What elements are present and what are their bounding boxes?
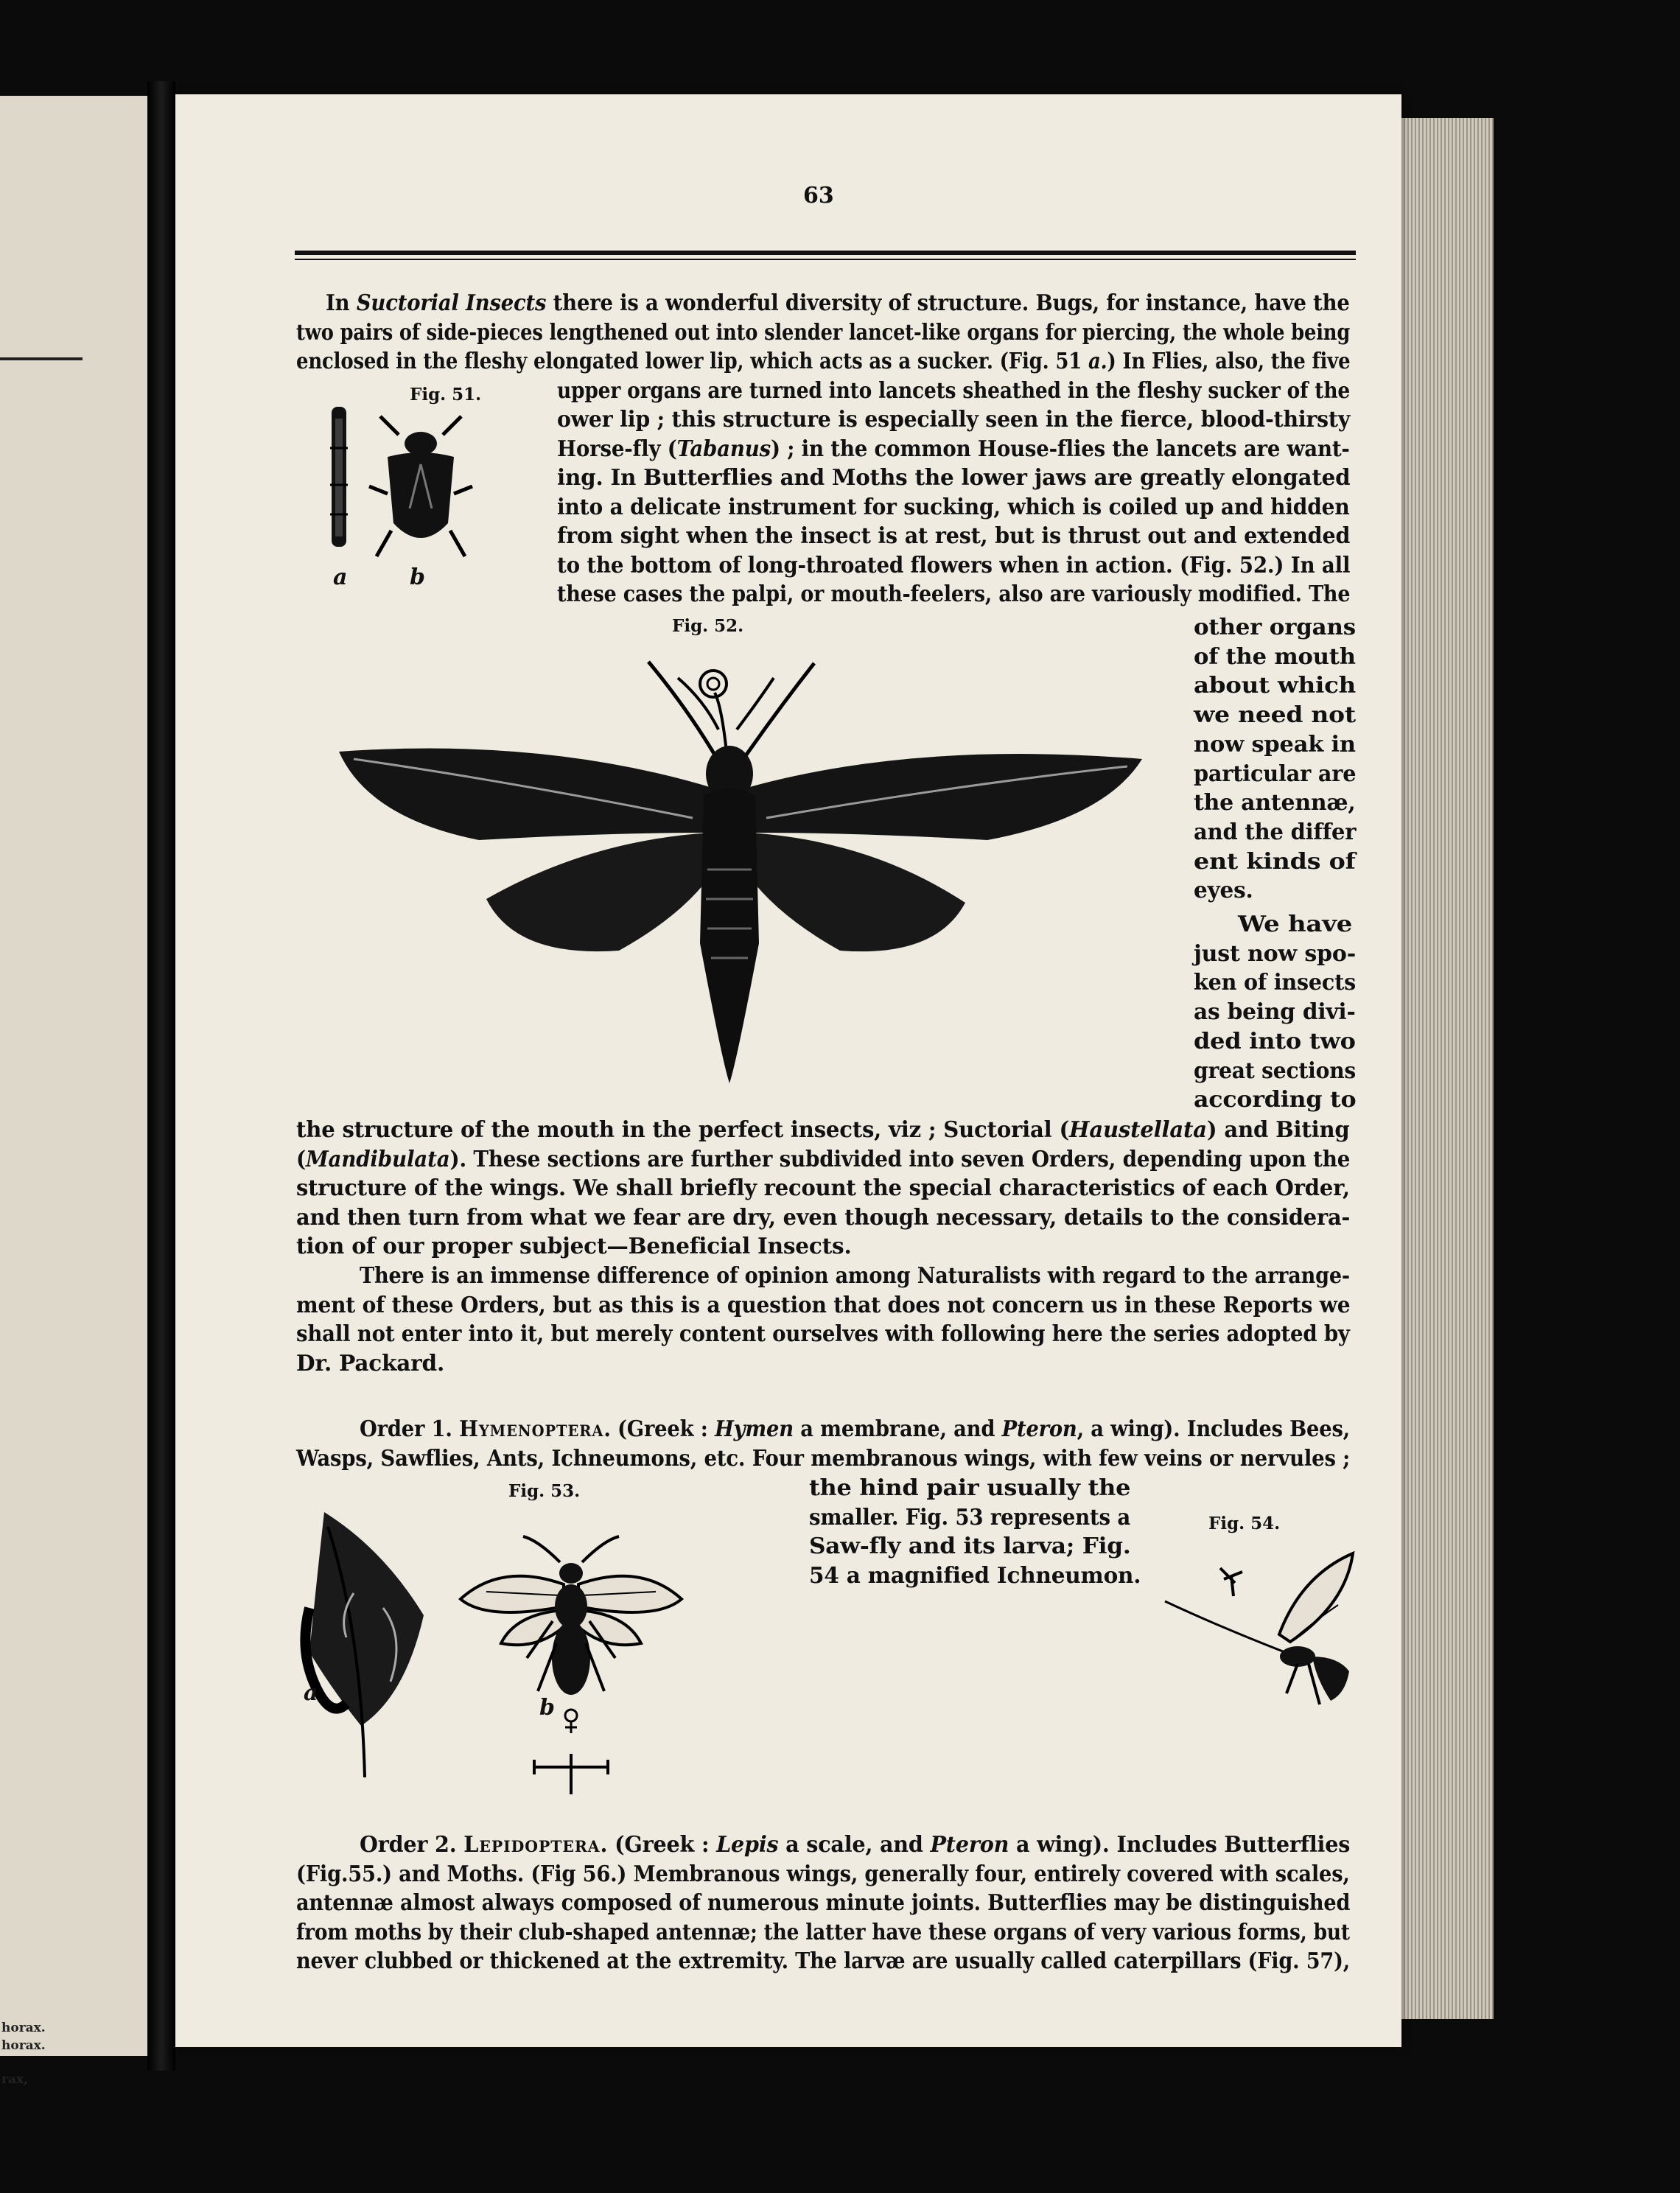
text-line: we need not (1194, 702, 1356, 728)
text-line: particular are (1194, 760, 1357, 786)
text-line: into a delicate instrument for sucking, which is coiled up and hidden (557, 493, 1350, 520)
fig51-label-b: b (410, 564, 425, 590)
text-line: (Mandibulata). These sections are further subdivided into seven Orders, depending upon the (296, 1145, 1351, 1172)
text-line: and then turn from what we fear are dry, even though necessary, details to the considera- (296, 1203, 1351, 1230)
text-line: the antennæ, (1194, 789, 1356, 816)
text-line: Order 1. Hymenoptera. (Greek : Hymen a membrane, and Pteron, a wing). Includes Bees, (360, 1416, 1351, 1441)
text-line: and the differ (1194, 818, 1357, 844)
text-line: Horse-fly (Tabanus) ; in the common House-flies the lancets are want- (557, 435, 1350, 461)
text-line: (Fig.55.) and Moths. (Fig 56.) Membranous wings, generally four, entirely covered with scales, (296, 1860, 1350, 1886)
text-line: as being divi- (1194, 998, 1356, 1025)
fig54-ichneumon-illustration (1161, 1546, 1360, 1723)
header-rule-thin (295, 259, 1356, 260)
text-line: Wasps, Sawflies, Ants, Ichneumons, etc. Four membranous wings, with few veins or nervules ; (296, 1444, 1351, 1471)
fig52-moth-illustration (324, 648, 1142, 1091)
fig54-caption: Fig. 54. (1208, 1514, 1281, 1533)
left-page-fragment: rax, (1, 2072, 29, 2087)
text-line: from moths by their club-shaped antennæ; the latter have these organs of very various forms, but (296, 1918, 1350, 1945)
fig53-larva-leaf-illustration (295, 1505, 427, 1785)
text-line: just now spo- (1194, 940, 1356, 966)
book-spine (147, 81, 175, 2071)
text-line: now speak in (1194, 730, 1356, 757)
text-line: smaller. Fig. 53 represents a (809, 1503, 1131, 1530)
fig53-caption: Fig. 53. (508, 1481, 581, 1501)
text-line: There is an immense difference of opinion among Naturalists with regard to the arrange- (360, 1262, 1350, 1288)
text-line: 54 a magnified Ichneumon. (809, 1561, 1141, 1588)
text-line: great sections (1194, 1057, 1357, 1083)
text-line: upper organs are turned into lancets sheathed in the fleshy sucker of the (557, 377, 1351, 403)
fig53-sawfly-illustration (457, 1533, 685, 1798)
left-page-fragment: horax. (1, 2021, 46, 2035)
text-line: ing. In Butterflies and Moths the lower jaws are greatly elongated (557, 464, 1351, 490)
text-line: other organs (1194, 614, 1356, 640)
text-line: Order 2. Lepidoptera. (Greek : Lepis a scale, and Pteron a wing). Includes Butterflies (360, 1831, 1351, 1857)
fig53-label-a: a (304, 1680, 318, 1706)
header-rule (295, 251, 1356, 255)
text-line: these cases the palpi, or mouth-feelers, also are variously modified. The (557, 581, 1351, 606)
text-line: according to (1194, 1086, 1357, 1113)
text-line: tion of our proper subject—Beneficial Insects. (296, 1233, 852, 1259)
text-line: two pairs of side-pieces lengthened out into slender lancet-like organs for piercing, the whole being (296, 318, 1351, 345)
fig51-proboscis-illustration (324, 404, 354, 567)
left-page-fragment: horax. (1, 2038, 46, 2053)
text-line: ment of these Orders, but as this is a question that does not concern us in these Reports we (296, 1291, 1351, 1318)
text-line: about which (1194, 672, 1357, 699)
text-line: shall not enter into it, but merely content ourselves with following here the series adopted by (296, 1321, 1350, 1346)
page-block-edge (1401, 118, 1494, 2019)
text-line: Saw-fly and its larva; Fig. (809, 1533, 1131, 1559)
text-line: to the bottom of long-throated flowers when in action. (Fig. 52.) In all (557, 551, 1351, 578)
fig51-label-a: a (333, 564, 348, 590)
text-line: the structure of the mouth in the perfect insects, viz ; Suctorial (Haustellata) and Biting (296, 1116, 1350, 1142)
text-line: the hind pair usually the (809, 1475, 1131, 1500)
fig53-label-b: b (539, 1695, 555, 1721)
page-number: 63 (803, 183, 834, 209)
left-page-rule (0, 357, 83, 360)
text-line: We have (1238, 911, 1353, 937)
text-line: ded into two (1194, 1027, 1356, 1054)
text-line: ken of insects (1194, 969, 1357, 996)
text-line: Dr. Packard. (296, 1349, 445, 1376)
text-line: never clubbed or thickened at the extremity. The larvæ are usually called caterpillars (Fig. 57), (296, 1948, 1351, 1973)
fig51-bug-illustration (365, 413, 476, 567)
text-line: eyes. (1194, 877, 1253, 903)
text-line: enclosed in the fleshy elongated lower lip, which acts as a sucker. (Fig. 51 a.) In Flies, also, the five (296, 348, 1351, 374)
fig52-caption: Fig. 52. (672, 616, 744, 636)
text-line: from sight when the insect is at rest, but is thrust out and extended (557, 522, 1351, 548)
text-line: structure of the wings. We shall briefly recount the special characteristics of each Order, (296, 1175, 1350, 1200)
left-page-edge (0, 96, 149, 2087)
text-line: of the mouth (1194, 643, 1356, 669)
text-line: In Suctorial Insects there is a wonderful diversity of structure. Bugs, for instance, have the (326, 290, 1350, 315)
text-line: antennæ almost always composed of numerous minute joints. Butterflies may be distinguished (296, 1889, 1351, 1915)
text-line: ower lip ; this structure is especially seen in the fierce, blood-thirsty (557, 406, 1351, 432)
text-line: ent kinds of (1194, 847, 1356, 874)
fig51-caption: Fig. 51. (410, 385, 482, 405)
